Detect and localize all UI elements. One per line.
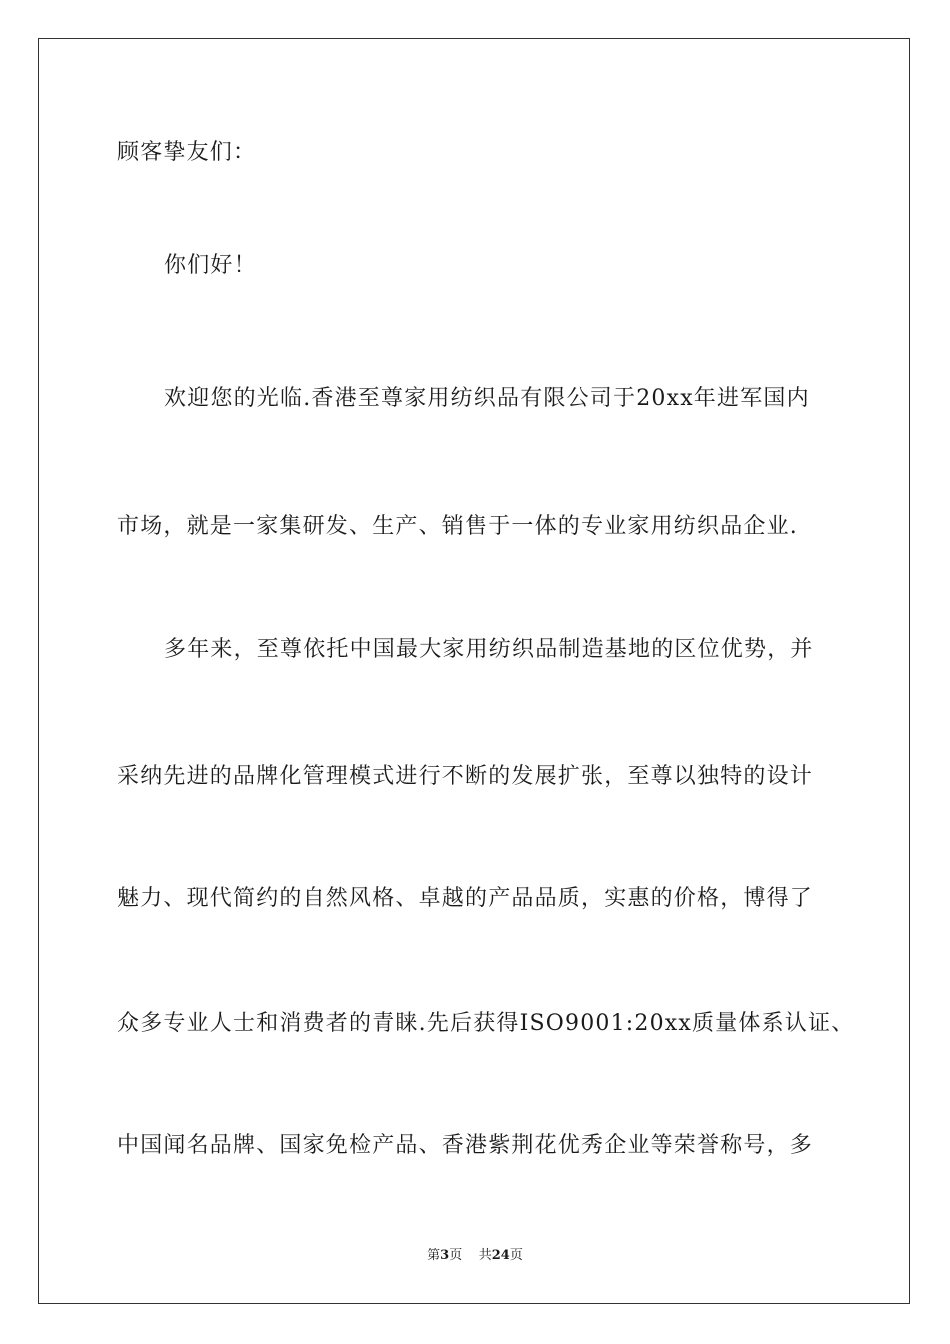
paragraph-line: 众多专业人士和消费者的青睐.先后获得ISO9001:20xx质量体系认证、 [117, 1011, 855, 1036]
footer-total-suffix: 页 [509, 1248, 523, 1263]
footer-page-prefix: 第 [427, 1248, 441, 1263]
page-border [38, 38, 910, 1304]
paragraph-line: 欢迎您的光临.香港至尊家用纺织品有限公司于20xx年进军国内 [164, 386, 810, 411]
paragraph-line: 多年来，至尊依托中国最大家用纺织品制造基地的区位优势，并 [164, 637, 814, 662]
footer-total-prefix: 共 [478, 1248, 492, 1263]
footer-total-pages: 24 [491, 1248, 510, 1263]
paragraph-line: 市场，就是一家集研发、生产、销售于一体的专业家用纺织品企业. [117, 514, 798, 539]
footer-page-number: 3 [440, 1248, 450, 1263]
paragraph-line: 魅力、现代简约的自然风格、卓越的产品品质，实惠的价格，博得了 [117, 886, 814, 911]
paragraph-line: 采纳先进的品牌化管理模式进行不断的发展扩张，至尊以独特的设计 [117, 764, 814, 789]
page-footer [0, 1248, 950, 1264]
paragraph-line: 中国闻名品牌、国家免检产品、香港紫荆花优秀企业等荣誉称号，多 [117, 1133, 814, 1158]
footer-page-suffix: 页 [449, 1248, 463, 1263]
salutation-line: 顾客挚友们： [117, 140, 257, 165]
greeting-line: 你们好！ [164, 253, 257, 278]
